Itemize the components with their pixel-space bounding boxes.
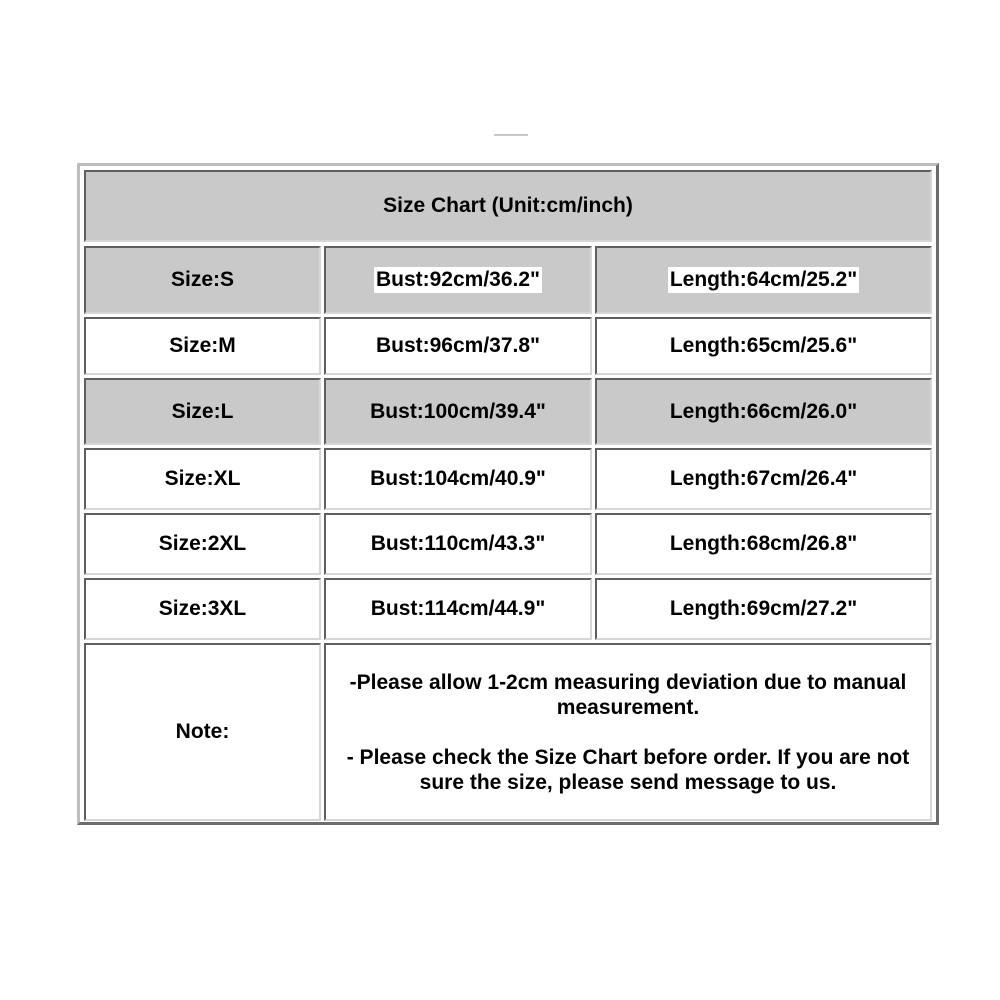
length-value: Length:66cm/26.0" xyxy=(669,399,858,423)
size-label: Size:XL xyxy=(164,467,241,490)
bust-cell-l xyxy=(324,378,592,445)
note-text xyxy=(326,670,930,795)
length-cell-xl xyxy=(595,448,932,510)
size-cell-2xl xyxy=(84,513,321,575)
size-label: Size:S xyxy=(170,268,235,291)
bust-cell-xl xyxy=(324,448,592,510)
length-value: Length:68cm/26.8" xyxy=(669,532,858,555)
length-value: Length:69cm/27.2" xyxy=(669,597,858,620)
bust-cell-3xl xyxy=(324,578,592,640)
size-label: Size:L xyxy=(171,399,234,423)
bust-value: Bust:96cm/37.8" xyxy=(375,334,541,357)
size-label: Size:2XL xyxy=(158,532,247,555)
length-value: Length:67cm/26.4" xyxy=(669,467,858,490)
note-line-1: -Please allow 1-2cm measuring deviation due to manual measurement. xyxy=(349,670,907,719)
note-content-cell xyxy=(324,643,932,821)
bust-value: Bust:100cm/39.4" xyxy=(370,399,546,423)
length-cell-s xyxy=(595,246,932,314)
size-cell-3xl xyxy=(84,578,321,640)
bust-cell-2xl xyxy=(324,513,592,575)
top-divider xyxy=(494,134,528,136)
length-value: Length:64cm/25.2" xyxy=(669,268,858,291)
note-label: Note: xyxy=(175,720,230,743)
length-value: Length:65cm/25.6" xyxy=(669,334,858,357)
bust-cell-m xyxy=(324,317,592,375)
size-label: Size:M xyxy=(169,334,236,357)
note-line-2: - Please check the Size Chart before order. If you are not sure the size, please send message to us. xyxy=(346,745,910,794)
size-chart-table xyxy=(77,163,939,825)
chart-title-text: Size Chart (Unit:cm/inch) xyxy=(383,194,633,217)
chart-title xyxy=(84,170,932,242)
bust-value: Bust:104cm/40.9" xyxy=(370,467,546,490)
note-label-cell xyxy=(84,643,321,821)
bust-value: Bust:114cm/44.9" xyxy=(370,597,546,620)
bust-value: Bust:92cm/36.2" xyxy=(375,268,541,291)
size-cell-m xyxy=(84,317,321,375)
size-cell-xl xyxy=(84,448,321,510)
length-cell-2xl xyxy=(595,513,932,575)
bust-value: Bust:110cm/43.3" xyxy=(370,532,546,555)
size-label: Size:3XL xyxy=(158,597,247,620)
size-cell-s xyxy=(84,246,321,314)
bust-cell-s xyxy=(324,246,592,314)
length-cell-3xl xyxy=(595,578,932,640)
length-cell-m xyxy=(595,317,932,375)
size-cell-l xyxy=(84,378,321,445)
length-cell-l xyxy=(595,378,932,445)
